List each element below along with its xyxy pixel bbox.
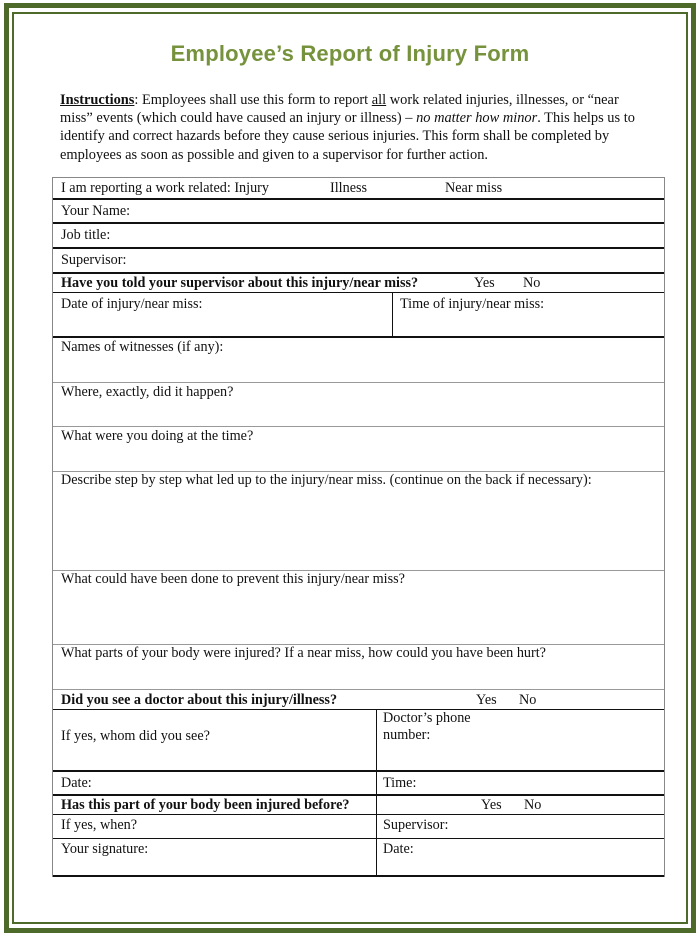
prevent-row[interactable]	[53, 571, 664, 645]
whom-label[interactable]: If yes, whom did you see?	[61, 728, 210, 744]
doctor-phone-label-1[interactable]: Doctor’s phone	[383, 710, 471, 726]
doing-row[interactable]	[53, 427, 664, 472]
injured-before-yes[interactable]: Yes	[481, 797, 502, 813]
form-bottom-border	[53, 875, 664, 877]
signature-label[interactable]: Your signature:	[61, 841, 149, 857]
your-name-label: Your Name:	[61, 203, 131, 219]
reporting-type-row	[53, 178, 664, 199]
date-time-row	[53, 293, 664, 338]
doctor-time-label[interactable]: Time:	[383, 775, 417, 791]
when-row	[53, 815, 664, 838]
prevent-label: What could have been done to prevent this injury/near miss?	[61, 571, 405, 587]
job-title-label: Job title:	[61, 227, 111, 243]
body-parts-label: What parts of your body were injured? If a near miss, how could you have been hurt?	[61, 645, 546, 661]
name-row[interactable]	[53, 200, 664, 224]
witnesses-label: Names of witnesses (if any):	[61, 339, 224, 355]
when-label[interactable]: If yes, when?	[61, 817, 138, 833]
doctor-phone-label-2: number:	[383, 727, 431, 743]
job-title-row[interactable]	[53, 224, 664, 248]
doctor-row	[53, 710, 664, 771]
see-doctor-question: Did you see a doctor about this injury/illness?	[61, 692, 338, 708]
where-label: Where, exactly, did it happen?	[61, 384, 234, 400]
injured-before-question: Has this part of your body been injured before?	[61, 797, 350, 813]
describe-label: Describe step by step what led up to the injury/near miss. (continue on the back if necessary):	[61, 472, 592, 488]
body-parts-row[interactable]	[53, 645, 664, 690]
reporting-illness-option[interactable]: Illness	[330, 180, 368, 196]
witnesses-row[interactable]	[53, 338, 664, 383]
instructions-paragraph	[60, 91, 640, 164]
signature-row	[53, 839, 664, 877]
injured-before-row	[53, 796, 664, 815]
describe-row[interactable]	[53, 472, 664, 570]
reporting-near-miss-option[interactable]: Near miss	[445, 180, 503, 196]
date-of-injury-label[interactable]: Date of injury/near miss:	[61, 296, 203, 312]
reporting-label: I am reporting a work related: Injury	[61, 180, 270, 196]
see-doctor-yes[interactable]: Yes	[476, 692, 497, 708]
instructions-text-b: work related injuries, illnesses, or “near miss” events (which could have caused an injury or illness) –	[60, 92, 619, 127]
instructions-text-a: : Employees shall use this form to report	[134, 92, 372, 108]
doctor-date-label[interactable]: Date:	[61, 775, 92, 791]
column-divider	[392, 293, 393, 337]
told-supervisor-row	[53, 274, 664, 293]
injury-form-table	[52, 177, 665, 877]
told-supervisor-question: Have you told your supervisor about this injury/near miss?	[61, 275, 419, 291]
instructions-text-c: . This helps us to identify and correct hazards before they cause serious injuries. This form shall be completed by employees as soon as possible and given to a supervisor for further action.	[60, 110, 635, 163]
time-of-injury-label[interactable]: Time of injury/near miss:	[400, 296, 545, 312]
instructions-lead: Instructions	[60, 92, 135, 108]
see-doctor-no[interactable]: No	[519, 692, 537, 708]
signature-date-label[interactable]: Date:	[383, 841, 414, 857]
see-doctor-row	[53, 690, 664, 710]
supervisor-label: Supervisor:	[61, 252, 127, 268]
injured-before-no[interactable]: No	[524, 797, 542, 813]
supervisor-row[interactable]	[53, 249, 664, 273]
where-row[interactable]	[53, 383, 664, 427]
supervisor2-label[interactable]: Supervisor:	[383, 817, 449, 833]
form-title: Employee’s Report of Injury Form	[170, 41, 530, 66]
told-supervisor-no[interactable]: No	[523, 275, 541, 291]
instructions-emphasis: no matter how minor	[416, 110, 538, 127]
doing-label: What were you doing at the time?	[61, 428, 254, 444]
told-supervisor-yes[interactable]: Yes	[474, 275, 495, 291]
instructions-all: all	[371, 92, 387, 108]
doctor-date-time-row	[53, 772, 664, 795]
